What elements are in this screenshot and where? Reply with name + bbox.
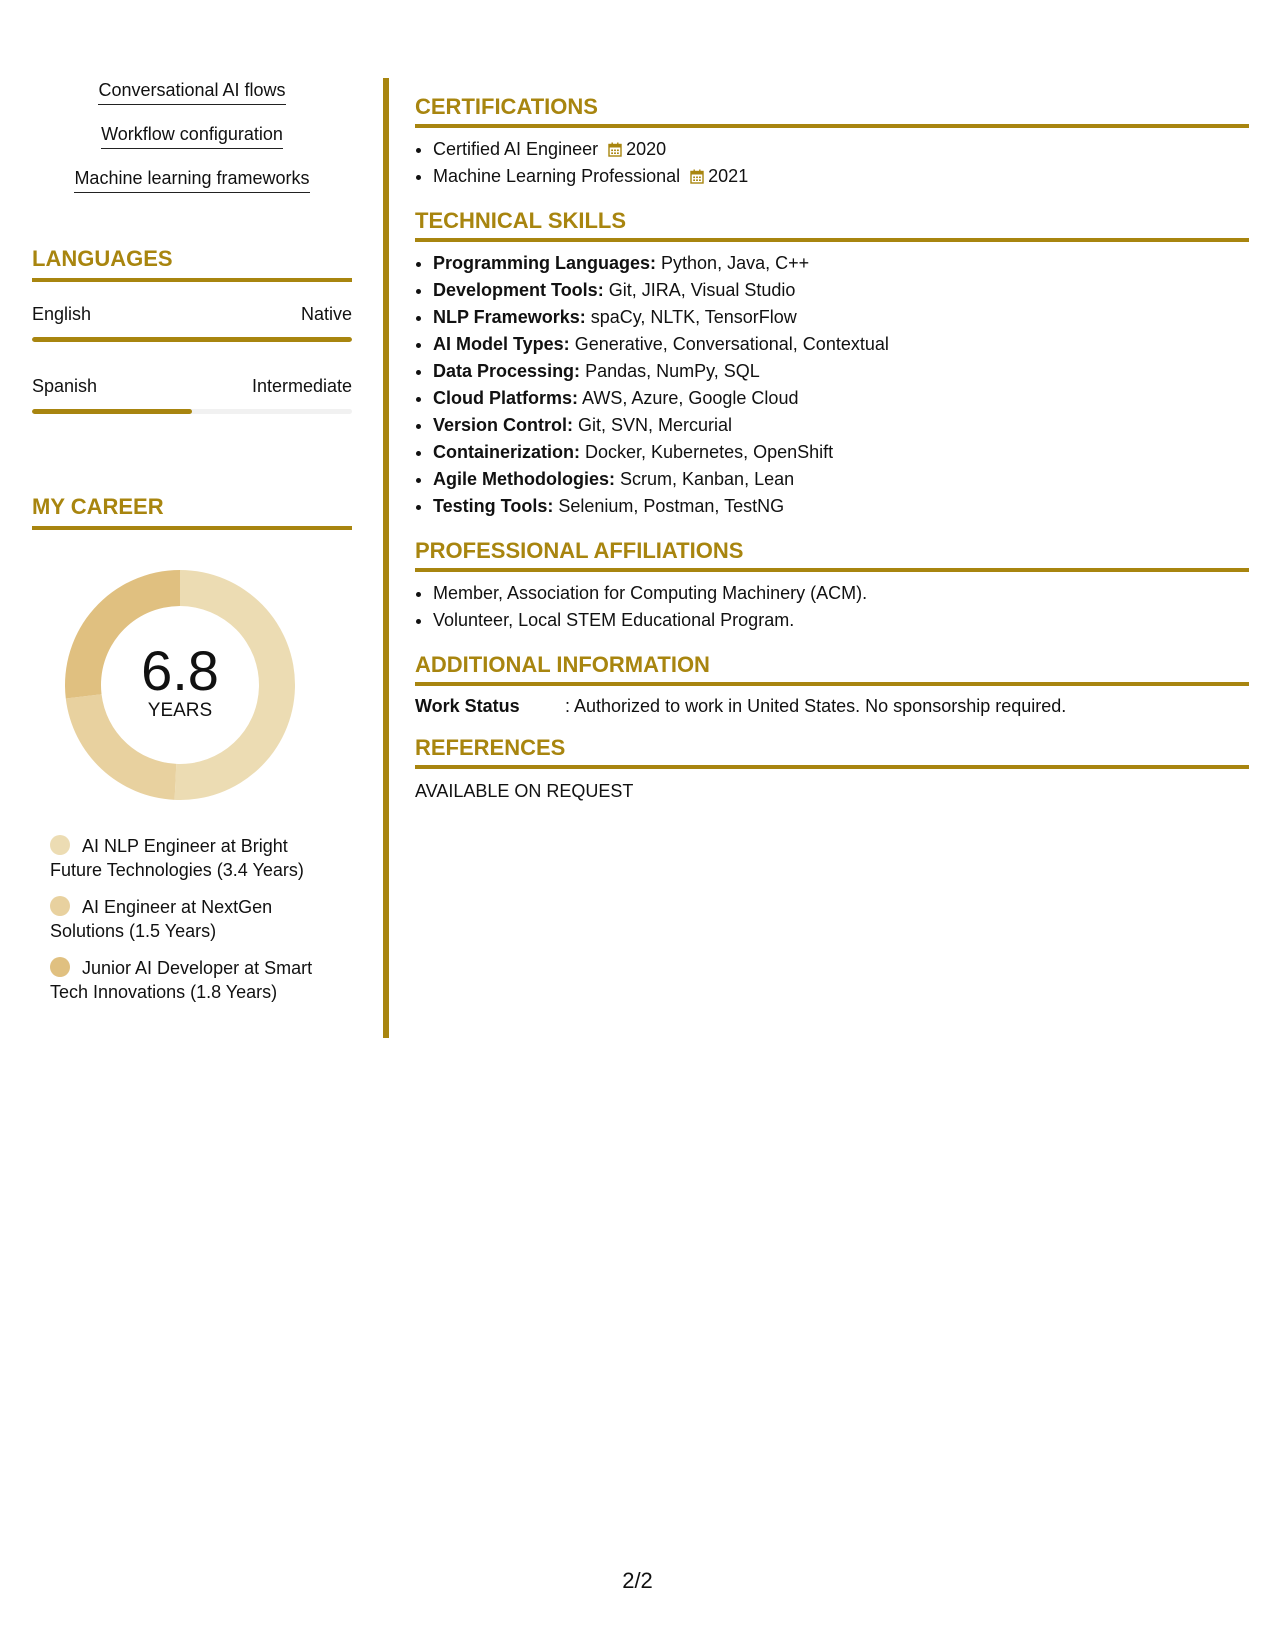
references-heading: REFERENCES	[415, 735, 1249, 769]
language-bar	[32, 337, 352, 342]
legend-label: AI NLP Engineer at Bright Future Technologies (3.4 Years)	[50, 836, 304, 880]
skill-item	[433, 385, 1249, 412]
affiliations-heading: PROFESSIONAL AFFILIATIONS	[415, 538, 1249, 572]
language-bar-fill	[32, 337, 352, 342]
sidebar	[32, 80, 352, 1017]
skill-label: Development Tools:	[433, 280, 604, 300]
legend-dot-icon	[50, 896, 70, 916]
legend-item	[50, 956, 330, 1004]
additional-info-heading: ADDITIONAL INFORMATION	[415, 652, 1249, 686]
calendar-icon	[608, 142, 622, 157]
skill-item	[433, 358, 1249, 385]
certification-name: Machine Learning Professional	[433, 166, 681, 186]
skill-value: Scrum, Kanban, Lean	[615, 469, 795, 489]
column-divider	[383, 78, 389, 1038]
technical-skills-heading: TECHNICAL SKILLS	[415, 208, 1249, 242]
language-level: Intermediate	[251, 376, 352, 396]
language-bar	[32, 409, 352, 414]
career-heading: MY CAREER	[32, 494, 352, 530]
skill-item	[433, 412, 1249, 439]
affiliations-section	[415, 538, 1249, 634]
work-status-value: : Authorized to work in United States. No sponsorship required.	[565, 696, 1067, 716]
language-bar-fill	[32, 409, 192, 414]
skill-value: Git, JIRA, Visual Studio	[603, 280, 796, 300]
legend-label: Junior AI Developer at Smart Tech Innovations (1.8 Years)	[50, 958, 313, 1002]
language-row	[32, 304, 352, 342]
certification-item	[433, 136, 1249, 163]
certifications-heading: CERTIFICATIONS	[415, 94, 1249, 128]
skill-label: NLP Frameworks:	[433, 307, 586, 327]
career-total-years: 6.8	[141, 639, 219, 702]
technical-skills-section	[415, 208, 1249, 520]
certification-year: 2021	[708, 166, 749, 186]
skill-item	[433, 250, 1249, 277]
skill-item	[433, 331, 1249, 358]
page-number: 2/2	[622, 1568, 653, 1593]
legend-item	[50, 834, 330, 882]
skill-tags	[32, 80, 352, 212]
skill-value: Python, Java, C++	[656, 253, 810, 273]
skill-value: AWS, Azure, Google Cloud	[578, 388, 799, 408]
skill-label: Programming Languages:	[433, 253, 657, 273]
skill-label: Testing Tools:	[433, 496, 554, 516]
certification-name: Certified AI Engineer	[433, 139, 599, 159]
references-section	[415, 735, 1249, 802]
legend-dot-icon	[50, 957, 70, 977]
skill-item	[433, 277, 1249, 304]
skill-label: Containerization:	[433, 442, 580, 462]
references-text: AVAILABLE ON REQUEST	[415, 781, 634, 801]
skill-value: Pandas, NumPy, SQL	[580, 361, 760, 381]
skill-value: spaCy, NLTK, TensorFlow	[585, 307, 797, 327]
language-level: Native	[300, 304, 352, 324]
skill-label: Version Control:	[433, 415, 574, 435]
legend-item	[50, 895, 330, 943]
work-status-label: Work Status	[415, 696, 520, 716]
certifications-section	[415, 94, 1249, 190]
language-row	[32, 376, 352, 414]
affiliation-item: • Volunteer, Local STEM Educational Program.	[433, 607, 1249, 634]
certification-year: 2020	[626, 139, 667, 159]
calendar-icon	[690, 169, 704, 184]
skill-tag: Conversational AI flows	[98, 80, 285, 105]
legend-dot-icon	[50, 835, 70, 855]
skill-item	[433, 466, 1249, 493]
affiliation-item: • Member, Association for Computing Machinery (ACM).	[433, 580, 1249, 607]
skill-label: Agile Methodologies:	[433, 469, 615, 489]
skill-value: Docker, Kubernetes, OpenShift	[580, 442, 834, 462]
language-name: English	[32, 304, 92, 324]
skill-item	[433, 304, 1249, 331]
skill-item	[433, 439, 1249, 466]
skill-value: Git, SVN, Mercurial	[573, 415, 733, 435]
skill-value: Selenium, Postman, TestNG	[553, 496, 785, 516]
skill-label: Cloud Platforms:	[433, 388, 579, 408]
languages-heading: LANGUAGES	[32, 246, 352, 282]
language-name: Spanish	[32, 376, 98, 396]
certification-item	[433, 163, 1249, 190]
career-total-unit: YEARS	[147, 700, 213, 721]
main-content	[415, 94, 1249, 820]
skill-label: Data Processing:	[433, 361, 581, 381]
skill-tag: Machine learning frameworks	[74, 168, 309, 193]
skill-label: AI Model Types:	[433, 334, 570, 354]
skill-tag: Workflow configuration	[101, 124, 283, 149]
legend-label: AI Engineer at NextGen Solutions (1.5 Years)	[50, 897, 273, 941]
career-donut-chart	[65, 570, 295, 800]
career-legend	[50, 834, 330, 1004]
skill-value: Generative, Conversational, Contextual	[569, 334, 889, 354]
additional-info-section	[415, 652, 1249, 717]
skill-item	[433, 493, 1249, 520]
